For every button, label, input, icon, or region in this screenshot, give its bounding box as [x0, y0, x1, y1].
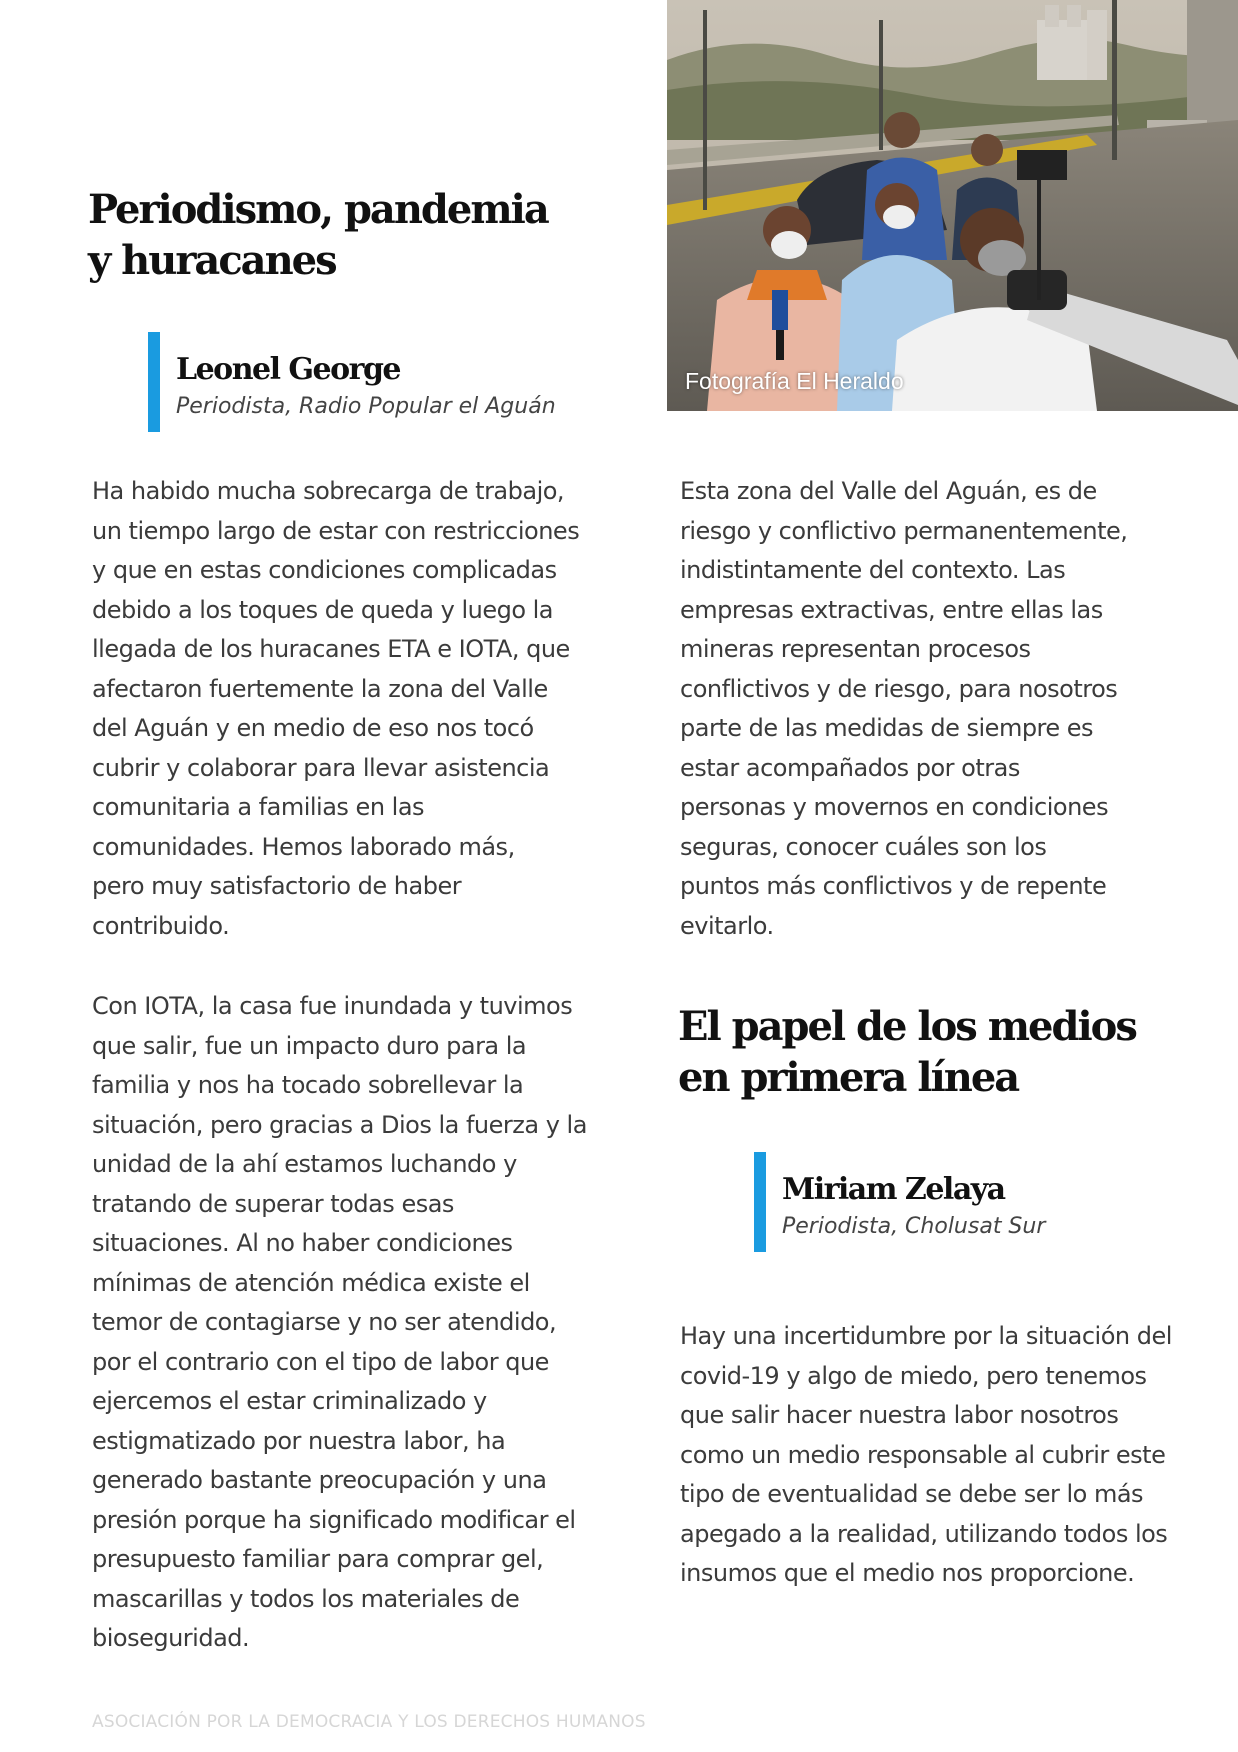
- text-line: parte de las medidas de siempre es: [680, 714, 1094, 742]
- text-line: indistintamente del contexto. Las: [680, 556, 1066, 584]
- text-line: llegada de los huracanes ETA e IOTA, que: [92, 635, 570, 663]
- text-line: pero muy satisfactorio de haber: [92, 872, 462, 900]
- body-paragraph-right-2: [680, 1317, 1172, 1594]
- text-line: generado bastante preocupación y una: [92, 1466, 547, 1494]
- photo-caption: Fotografía El Heraldo: [685, 368, 904, 394]
- text-line: mínimas de atención médica existe el: [92, 1268, 530, 1297]
- journalists-photo-image: [667, 0, 1238, 411]
- text-line: como un medio responsable al cubrir este: [680, 1440, 1166, 1469]
- press-photo: [667, 0, 1238, 411]
- text-line: Esta zona del Valle del Aguán, es de: [680, 477, 1097, 505]
- text-line: evitarlo.: [680, 911, 774, 940]
- article-title-line: El papel de los medios: [678, 1003, 1136, 1050]
- text-line: familia y nos ha tocado sobrellevar la: [92, 1071, 524, 1099]
- text-line: contribuido.: [92, 911, 230, 940]
- text-line: apegado a la realidad, utilizando todos los: [680, 1519, 1168, 1548]
- text-line: del Aguán y en medio de eso nos tocó: [92, 714, 534, 742]
- text-line: ejercemos el estar criminalizado y: [92, 1387, 487, 1415]
- text-line: afectaron fuertemente la zona del Valle: [92, 674, 548, 703]
- text-line: puntos más conflictivos y de repente: [680, 872, 1107, 900]
- text-line: presupuesto familiar para comprar gel,: [92, 1545, 544, 1573]
- text-line: por el contrario con el tipo de labor que: [92, 1347, 549, 1376]
- text-line: covid-19 y algo de miedo, pero tenemos: [680, 1361, 1147, 1390]
- text-line: que salir hacer nuestra labor nosotros: [680, 1401, 1119, 1429]
- article-title-papel-medios: [678, 1001, 1136, 1103]
- text-line: presión porque ha significado modificar el: [92, 1505, 576, 1534]
- text-line: bioseguridad.: [92, 1624, 250, 1652]
- text-line: conflictivos y de riesgo, para nosotros: [680, 674, 1118, 703]
- author-name: Leonel George: [176, 352, 401, 387]
- text-line: temor de contagiarse y no ser atendido,: [92, 1308, 557, 1336]
- text-line: situaciones. Al no haber condiciones: [92, 1229, 513, 1257]
- text-line: tratando de superar todas esas: [92, 1189, 454, 1218]
- text-line: comunidades. Hemos laborado más,: [92, 832, 515, 861]
- text-line: insumos que el medio nos proporcione.: [680, 1559, 1135, 1587]
- body-paragraph-right-1: [680, 472, 1127, 946]
- text-line: Con IOTA, la casa fue inundada y tuvimos: [92, 992, 573, 1020]
- footer-organization: ASOCIACIÓN POR LA DEMOCRACIA Y LOS DERECHOS HUMANOS: [92, 1712, 646, 1732]
- text-line: que salir, fue un impacto duro para la: [92, 1031, 527, 1060]
- text-line: estar acompañados por otras: [680, 753, 1020, 782]
- text-line: estigmatizado por nuestra labor, ha: [92, 1426, 506, 1455]
- author-block-miriam: [754, 1152, 1194, 1252]
- text-line: un tiempo largo de estar con restricciones: [92, 516, 580, 545]
- body-paragraph-left-2: [92, 987, 587, 1659]
- text-line: mascarillas y todos los materiales de: [92, 1584, 520, 1613]
- article-title-periodismo: [88, 184, 548, 286]
- author-role: Periodista, Radio Popular el Aguán: [176, 394, 556, 419]
- author-name: Miriam Zelaya: [782, 1172, 1005, 1207]
- text-line: cubrir y colaborar para llevar asistencia: [92, 753, 550, 782]
- text-line: debido a los toques de queda y luego la: [92, 595, 554, 624]
- author-block-leonel: [148, 332, 588, 432]
- body-paragraph-left-1: [92, 472, 579, 946]
- text-line: empresas extractivas, entre ellas las: [680, 595, 1103, 624]
- text-line: seguras, conocer cuáles son los: [680, 832, 1047, 861]
- text-line: personas y movernos en condiciones: [680, 793, 1109, 821]
- text-line: mineras representan procesos: [680, 635, 1031, 663]
- text-line: comunitaria a familias en las: [92, 793, 425, 821]
- article-title-line: en primera línea: [678, 1054, 1019, 1101]
- article-title-line: Periodismo, pandemia: [88, 186, 548, 233]
- text-line: riesgo y conflictivo permanentemente,: [680, 516, 1128, 545]
- text-line: unidad de la ahí estamos luchando y: [92, 1150, 517, 1178]
- article-title-line: y huracanes: [88, 237, 336, 284]
- text-line: y que en estas condiciones complicadas: [92, 556, 557, 584]
- text-line: situación, pero gracias a Dios la fuerza y la: [92, 1110, 587, 1139]
- text-line: Hay una incertidumbre por la situación del: [680, 1322, 1172, 1350]
- text-line: tipo de eventualidad se debe ser lo más: [680, 1480, 1144, 1508]
- text-line: Ha habido mucha sobrecarga de trabajo,: [92, 477, 565, 505]
- author-role: Periodista, Cholusat Sur: [782, 1214, 1046, 1239]
